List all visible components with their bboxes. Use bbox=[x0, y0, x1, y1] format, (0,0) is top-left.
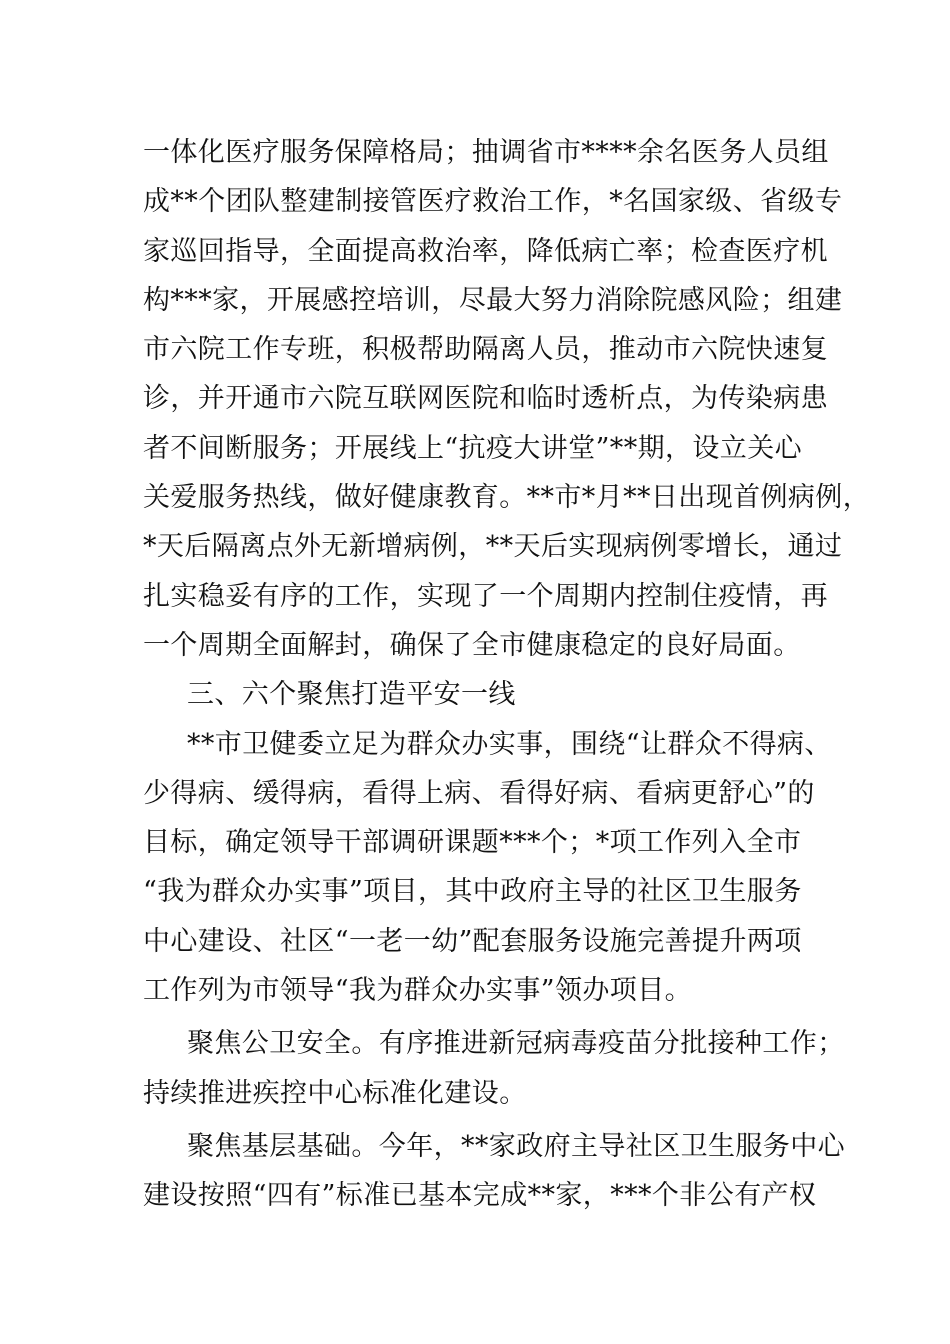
text-line: 诊，并开通市六院互联网医院和临时透析点，为传染病患 bbox=[143, 383, 828, 415]
text-line: 一个周期全面解封，确保了全市健康稳定的良好局面。 bbox=[143, 629, 801, 661]
text-line: 目标，确定领导干部调研课题***个；*项工作列入全市 bbox=[143, 827, 802, 859]
text-line: “我为群众办实事”项目，其中政府主导的社区卫生服务 bbox=[143, 876, 802, 908]
text-line: 者不间断服务；开展线上“抗疫大讲堂”**期，设立关心 bbox=[143, 432, 803, 464]
text-line: 少得病、缓得病，看得上病、看得好病、看病更舒心”的 bbox=[143, 777, 815, 809]
text-line: 一体化医疗服务保障格局；抽调省市****余名医务人员组 bbox=[143, 137, 829, 168]
text-line: 关爱服务热线，做好健康教育。**市*月**日出现首例病例， bbox=[143, 482, 871, 514]
text-line: 家巡回指导，全面提高救治率，降低病亡率；检查医疗机 bbox=[143, 235, 828, 267]
text-line: 聚焦基层基础。今年，**家政府主导社区卫生服务中心 bbox=[187, 1130, 845, 1162]
text-line: 市六院工作专班，积极帮助隔离人员，推动市六院快速复 bbox=[143, 334, 828, 366]
section-heading: 三、六个聚焦打造平安一线 bbox=[187, 679, 516, 711]
text-line: 工作列为市领导“我为群众办实事”领办项目。 bbox=[143, 975, 693, 1007]
text-line: 持续推进疾控中心标准化建设。 bbox=[143, 1077, 527, 1109]
document-body bbox=[143, 128, 871, 1221]
text-line: 扎实稳妥有序的工作，实现了一个周期内控制住疫情，再 bbox=[143, 580, 828, 612]
text-line: 建设按照“四有”标准已基本完成**家，***个非公有产权 bbox=[143, 1180, 817, 1212]
text-line: 成**个团队整建制接管医疗救治工作，*名国家级、省级专 bbox=[143, 186, 843, 218]
text-line: 构***家，开展感控培训，尽最大努力消除院感风险；组建 bbox=[143, 284, 843, 316]
text-line: **市卫健委立足为群众办实事，围绕“让群众不得病、 bbox=[187, 728, 832, 760]
text-line: 聚焦公卫安全。有序推进新冠病毒疫苗分批接种工作； bbox=[187, 1028, 845, 1060]
text-line: *天后隔离点外无新增病例，**天后实现病例零增长，通过 bbox=[143, 531, 843, 563]
text-line: 中心建设、社区“一老一幼”配套服务设施完善提升两项 bbox=[143, 925, 802, 957]
